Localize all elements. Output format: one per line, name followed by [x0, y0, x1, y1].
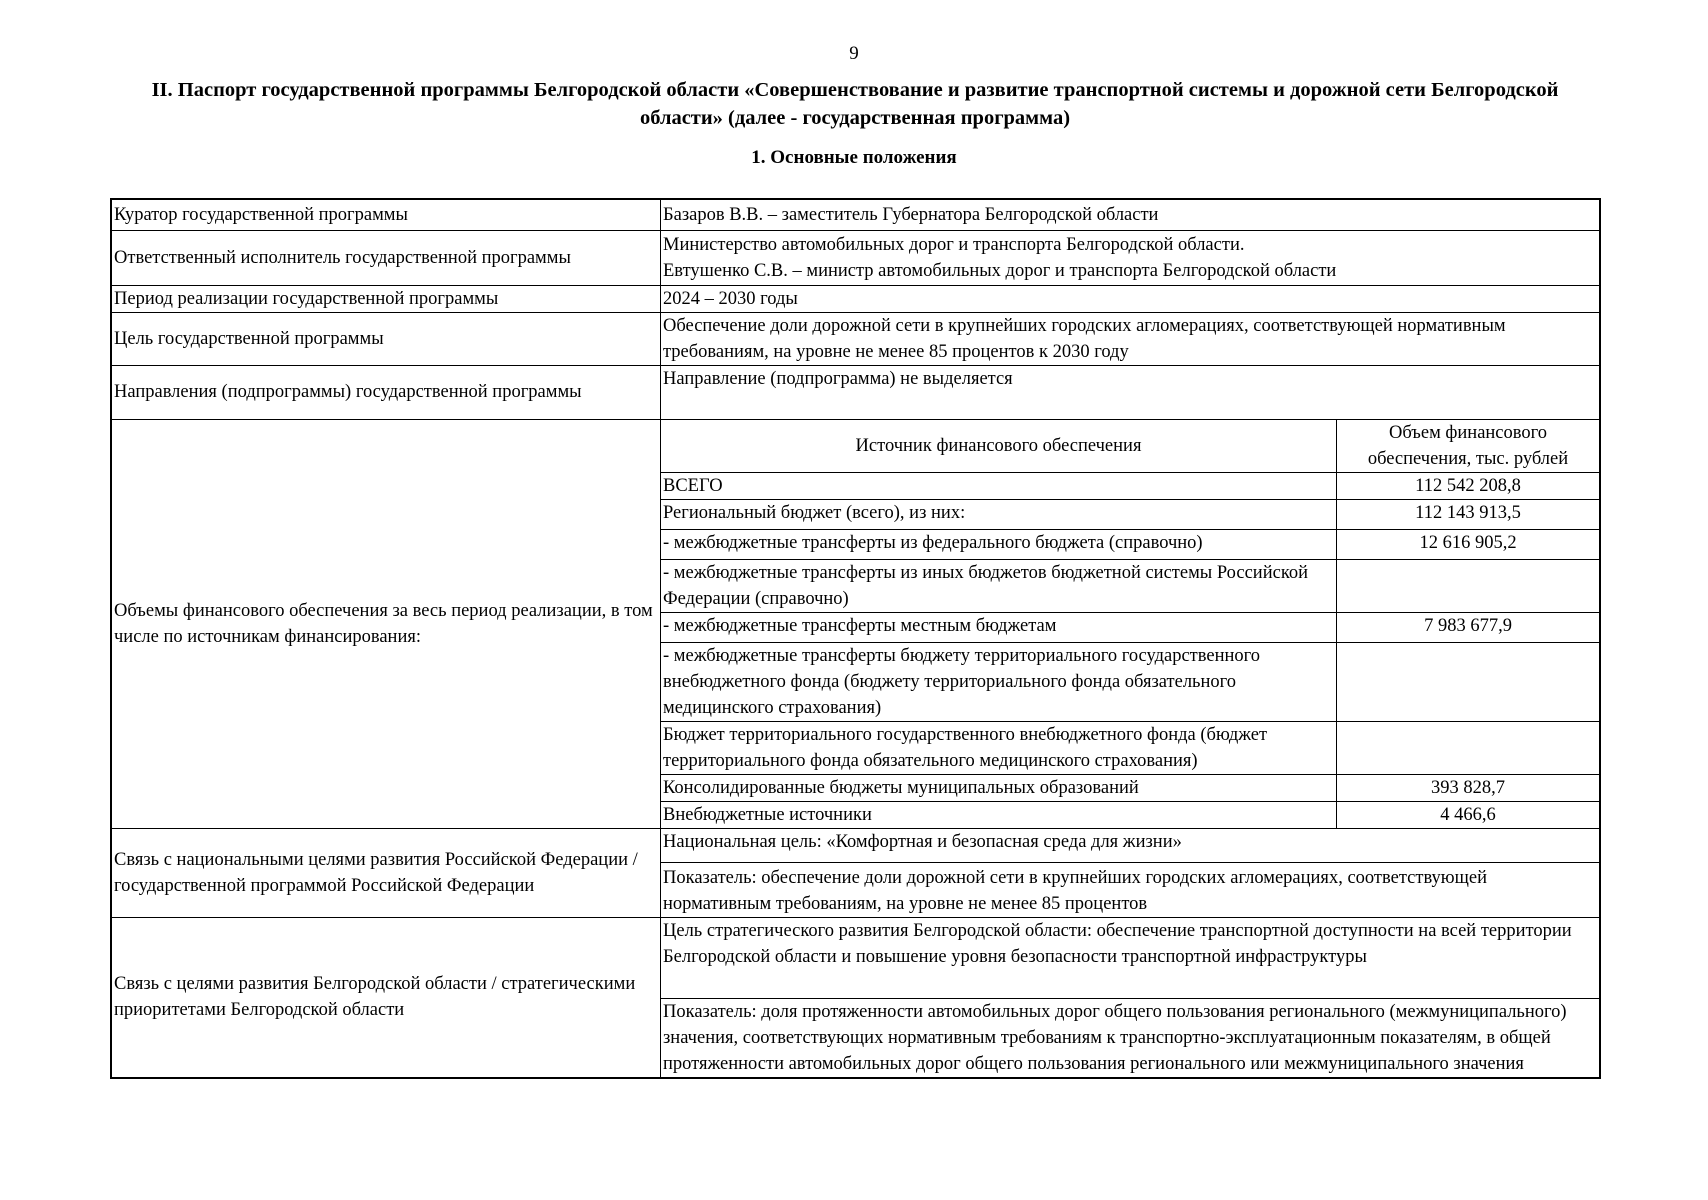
financing-source: Внебюджетные источники — [663, 804, 872, 825]
table-row — [111, 285, 1600, 312]
table-row — [661, 420, 1599, 473]
table-row — [661, 559, 1599, 612]
executor-value — [661, 230, 1601, 285]
financing-amount: 112 542 208,8 — [1337, 472, 1600, 499]
national-label: Связь с национальными целями развития Российской Федерации / государственной программой Российской Федерации — [111, 828, 661, 917]
table-row — [111, 199, 1600, 230]
financing-source: - межбюджетные трансферты из федерального бюджета (справочно) — [661, 529, 1337, 559]
table-row — [661, 472, 1599, 499]
table-row — [661, 642, 1599, 721]
financing-header-amount: Объем финансового обеспечения, тыс. рублей — [1337, 420, 1600, 473]
table-row — [661, 801, 1599, 828]
financing-cell — [661, 419, 1601, 828]
financing-label: Объемы финансового обеспечения за весь период реализации, в том числе по источникам финансирования: — [111, 419, 661, 828]
table-row — [111, 365, 1600, 419]
financing-source: Региональный бюджет (всего), из них: — [661, 499, 1337, 529]
financing-source: Бюджет территориального государственного внебюджетного фонда (бюджет территориального фонда обязательного медицинского страхования) — [661, 721, 1337, 774]
table-row — [111, 917, 1600, 1078]
table-row — [661, 721, 1599, 774]
financing-source: - межбюджетные трансферты из иных бюджетов бюджетной системы Российской Федерации (справочно) — [661, 559, 1337, 612]
regional-indicator: Показатель: доля протяженности автомобильных дорог общего пользования регионального (межмуниципального) значения, соответствующих нормативным требованиям к транспортно-эксплуатационным показателям, в общей протяженности автомобильных дорог общего пользования регионального или межмуниципального значения — [663, 1001, 1567, 1074]
period-label: Период реализации государственной программы — [111, 285, 661, 312]
financing-amount — [1337, 642, 1600, 721]
table-row — [111, 828, 1600, 917]
financing-amount — [1337, 721, 1600, 774]
table-row — [111, 419, 1600, 828]
financing-amount: 112 143 913,5 — [1337, 499, 1600, 529]
section-title: 1. Основные положения — [751, 147, 957, 168]
financing-amount: 393 828,7 — [1337, 774, 1600, 801]
table-row — [661, 774, 1599, 801]
table-row — [661, 612, 1599, 642]
regional-cell — [661, 917, 1601, 1078]
national-goal: Национальная цель: «Комфортная и безопасная среда для жизни» — [661, 829, 1599, 863]
financing-table — [661, 420, 1599, 828]
national-cell — [661, 828, 1601, 917]
financing-source: - межбюджетные трансферты местным бюджетам — [661, 612, 1337, 642]
goal-label: Цель государственной программы — [111, 312, 661, 365]
curator-value: Базаров В.В. – заместитель Губернатора Белгородской области — [661, 199, 1601, 230]
table-row — [111, 230, 1600, 285]
directions-label: Направления (подпрограммы) государственной программы — [111, 365, 661, 419]
table-row — [661, 529, 1599, 559]
financing-amount — [1337, 559, 1600, 612]
financing-source: - межбюджетные трансферты бюджету территориального государственного внебюджетного фонда (бюджету территориального фонда обязательного медицинского страхования) — [661, 642, 1337, 721]
executor-label: Ответственный исполнитель государственной программы — [111, 230, 661, 285]
curator-label: Куратор государственной программы — [111, 199, 661, 230]
financing-header-source: Источник финансового обеспечения — [661, 420, 1337, 473]
directions-value: Направление (подпрограмма) не выделяется — [661, 365, 1601, 419]
table-row — [661, 499, 1599, 529]
national-indicator: Показатель: обеспечение доли дорожной сети в крупнейших городских агломерациях, соответствующей нормативным требованиям, на уровне не менее 85 процентов — [663, 867, 1487, 914]
regional-goal: Цель стратегического развития Белгородской области: обеспечение транспортной доступности на всей территории Белгородской области и повышение уровня безопасности транспортной инфраструктуры — [661, 918, 1599, 999]
financing-source: Консолидированные бюджеты муниципальных образований — [661, 774, 1337, 801]
goal-value: Обеспечение доли дорожной сети в крупнейших городских агломерациях, соответствующей нормативным требованиям, на уровне не менее 85 процентов к 2030 году — [661, 312, 1601, 365]
financing-amount: 7 983 677,9 — [1337, 612, 1600, 642]
financing-amount: 4 466,6 — [1337, 801, 1600, 828]
financing-amount: 12 616 905,2 — [1337, 529, 1600, 559]
executor-person: Евтушенко С.В. – министр автомобильных дорог и транспорта Белгородской области — [663, 260, 1337, 281]
executor-ministry: Министерство автомобильных дорог и транспорта Белгородской области. — [663, 234, 1245, 255]
period-value: 2024 – 2030 годы — [661, 285, 1601, 312]
page-number: 9 — [849, 43, 859, 64]
financing-source: ВСЕГО — [661, 472, 1337, 499]
table-row — [111, 312, 1600, 365]
passport-table — [110, 198, 1601, 1079]
regional-label: Связь с целями развития Белгородской области / стратегическими приоритетами Белгородской области — [111, 917, 661, 1078]
document-title: II. Паспорт государственной программы Белгородской области «Совершенствование и развитие транспортной системы и дорожной сети Белгородской области» (далее - государственная программа) — [151, 79, 1559, 129]
